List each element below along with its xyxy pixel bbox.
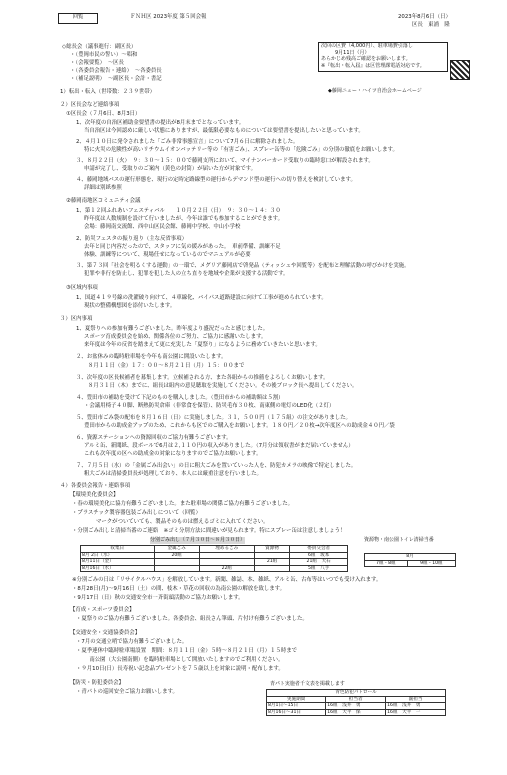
- table-row: [267, 709, 446, 716]
- intro-item: ・（補足説明） 〜副区長・会計・書記: [70, 76, 162, 82]
- traffic-item: ・夏季連休中臨時駐車場設置 期間：８月１１日（金）５時〜８月２１日（月）１５時まで: [76, 648, 298, 654]
- table-title-row: [267, 690, 446, 697]
- s3-item: ５、豊田市ごみ袋の配布を８月１６日（日）に実施しました。３１，５００円（１７５組）の注文がありました。: [76, 415, 351, 421]
- env-item: マークがついていても、製品そのものは燃えるゴミに入れてください。: [96, 519, 269, 525]
- section-2-heading: ２）区長会など連絡事項: [60, 102, 120, 108]
- intro-item: ・（各委員会報告・連絡） 〜各委員長: [70, 68, 162, 74]
- s2-item2: 1、第１２回ふれあいフェスティバル １０月２２日（日） ９：３０〜１４：３０: [76, 208, 281, 214]
- table-cell: 8月1日〜15日: [267, 703, 326, 710]
- meeting-heading: ◇総長会（議事進行：副区長）: [62, 44, 137, 50]
- env-item: ・プラスチック製容器包装ごみ出しについて（回覧）: [72, 510, 201, 516]
- section-4-heading: ４）各委員会報告・連絡事項: [60, 483, 131, 489]
- s2-item2: ３、第７３回「社会を明るくする運動」の一環で、メグリア藤岡店で啓発品（ティッシュや回覧等）を配布と理解活動の呼びかけを実施。: [76, 263, 410, 269]
- table-cell: 16組 大平 保: [326, 709, 386, 716]
- table-row: [81, 552, 348, 559]
- s3-item: 来年度は今年の反省を踏まえて更に充実した「夏祭り」になるように務めていきたいと思います。: [84, 342, 321, 348]
- s3-item: ・会議用椅子４０脚、断熱防災倉庫（非常食を保管）、防災毛布３０枚、南東側の電灯のLED化（２灯）: [84, 403, 335, 409]
- table-row: [81, 565, 348, 572]
- table-cell: 6組 坂本: [290, 552, 348, 559]
- table-cell: 8月16日〜31日: [267, 709, 326, 716]
- issue-date: 2023年8月6日（日）: [398, 14, 451, 20]
- s3-item: ４、豊田市の補助を受けて下記のものを購入しました。（豊田市からの補助額は５割）: [76, 395, 284, 401]
- table-cell: [199, 559, 254, 566]
- s2-item2: 去年と同じ内容だったので、スタッフに気の緩みがあった。 車前準備、訓練不足: [84, 244, 281, 250]
- table-header-row: [81, 546, 348, 553]
- traffic-item: ・7月の交通立哨で協力有難うございました。: [76, 639, 188, 645]
- s3-item: 豊田市からの助成金アップのため、これからも区でのご購入をお願いします。１８０円／２０枚→次年度区への助成金４０円／袋: [84, 423, 395, 429]
- table-cell: 16組 大平 一: [386, 709, 446, 716]
- patrol-table: [266, 689, 446, 716]
- s2-item: 特に火災の危険性が高いリチウムイオンバッテリー等の「有害ごみ」、スプレー缶等の「危険ごみ」の分別の徹底をお願いします。: [84, 147, 398, 153]
- table-cell: 21組 大石: [290, 559, 348, 566]
- s2-item: 詳細は別紙参照: [84, 185, 122, 191]
- table-row: [267, 703, 446, 710]
- s2-item2: 犯罪や非行を防止し、犯罪を犯した人の立ち直りを地域や企業が支援する活動です。: [84, 271, 289, 277]
- table-header-cell: 副担当: [386, 696, 446, 703]
- env-note: ・8月28日(月)〜9月16日（土）の間、枝木・草花の回収の為南公園の解放を致します。: [72, 586, 286, 592]
- table-title-cell: 青色防犯パトロール: [267, 690, 446, 697]
- s2-item2: 昨年度は人数規制を設けて行いましたが、今年は誰でも参加することができます。: [84, 216, 284, 222]
- section-3-heading: ３）区内事項: [60, 316, 93, 322]
- s2-item: ３、８月２２日（火） ９：３０〜１５：００で藤岡支所において、マイナンバーカード受取りの臨時窓口が解設されます。: [76, 158, 374, 164]
- section-2-sub-1: ①区長会（７月6日、8月3日）: [66, 111, 141, 117]
- env-item: ・分別ごみ出しと清掃当番のご連絡 ※ゴミ分別方法に間違いが見られます。特にスプレー缶は注意しましょう！: [72, 528, 346, 534]
- qr-code: [450, 60, 470, 80]
- traffic-item: 南公園（大公園南側）を臨時駐車場として開放いたしますのでご利用ください。: [84, 657, 284, 663]
- table-cell: [154, 559, 199, 566]
- patrol-caption: 青パト実施者千文表を掲載します: [270, 681, 345, 687]
- traffic-committee-title: 【交通安全・交通協委員会】: [70, 630, 141, 636]
- env-schedule-table: [80, 545, 348, 572]
- homepage-note: ◆藤岡ニュー・ハイツ自治会ホームページ: [328, 88, 422, 94]
- table-header-cell: 担当者: [326, 696, 386, 703]
- section-1-heading: 1）転出・転入（世帯数：２３９世帯）: [60, 89, 156, 95]
- notice-line-3: あらかじめ残高ご確認をお願いします。: [321, 56, 411, 63]
- table-cell: 16組 浅井 勇: [386, 703, 446, 710]
- crime-committee-title: 【防災・防犯委員会】: [70, 680, 124, 686]
- table-cell: [254, 565, 290, 572]
- crime-item: ・青パトの巡回安全ご協力お願いします。: [76, 689, 178, 695]
- table-cell: [199, 552, 254, 559]
- table-header-cell: 委員交会者: [290, 546, 348, 553]
- s3-item: 粗大ごみは清掃委員長が処理しており、本人には厳重注意を行いました。: [84, 471, 262, 477]
- s2-item: 2、４月１０日に発令されました「ごみ非常事態宣言」について7月６日に解除されました。: [76, 139, 299, 145]
- table-cell: 8月16日（水）: [81, 565, 155, 572]
- table-header-cell: 8月: [365, 554, 456, 561]
- table-cell: 7組・8組: [365, 560, 408, 567]
- s2-item: 申請が完了し、受取りのご案内（黄色の封筒）が届いた方が対象です。: [84, 166, 257, 172]
- s2-item: ４、藤岡地域バスの運行形態を、現行の定時定路線型の運行からデマンド型の運行への切り替えを検討しています。: [76, 177, 356, 183]
- notice-line-2: 9月11日（月）: [335, 49, 370, 56]
- table-cell: 8月11日（金）: [81, 559, 155, 566]
- s3-item: ２、お盆休みの臨時駐車場を今年も南公園に開設いたします。: [76, 354, 227, 360]
- s2-item2: 会場：藤岡南交流館、西中山区民会館、藤岡中学校、中山小学校: [84, 224, 241, 230]
- sports-item: ・夏祭りのご協力有難うございました。各委員会、組長さん筆頭、片付け有難うございました。: [76, 616, 308, 622]
- s2-item3: 現状の整備構想図を添付いたします。: [84, 303, 176, 309]
- notice-line-4: ※『転出・転入届』は区管理課電話対応です。: [321, 62, 425, 69]
- s2-item: 当自治区は今回認めに厳しい状態にありますが、最低限必要なものについては要望書を提出したいと思っています。: [84, 128, 364, 134]
- s2-item: 1、次年度の自治区補助金要望書の提出が8月末までとなっています。: [76, 120, 245, 126]
- table-cell: [254, 552, 290, 559]
- s3-item: スポーツ育成委員会を始め、関係各位のご努力、ご協力に感謝いたします。: [84, 334, 267, 340]
- env-table-caption: 分別ごみ出し（７月３０日〜８月３０日）: [150, 537, 246, 543]
- s3-item: アルミ缶、新聞紙、段ボールで6月は２,１１０円の収入がありました。（7月分は領収書がまだ届いていません）: [84, 443, 354, 449]
- cleaning-duty-caption: 資源物・南公園トイレ清掃当番: [364, 537, 434, 543]
- page-title: ＦＮＨ区 2023年度 第５回会報: [130, 14, 207, 20]
- s3-item: 1、夏祭りへの参加有難うございました。昨年度より盛況だったと感じました。: [76, 326, 269, 332]
- s3-item: ８月３１日（木）までに、組長は組内の意見聴取を実施してください。その後ブロック長へ提出してください。: [88, 383, 358, 389]
- notice-line-1: 次回の区費（4,000円）、駐車場費引落し: [321, 43, 413, 49]
- s3-item: ７、７月５日（水）の「金属ごみ出会い」の日に粗大ごみを置いていった人を、防犯カメラの映像で特定しました。: [76, 463, 357, 469]
- table-header-cell: 埋めるごみ: [199, 546, 254, 553]
- section-2-sub-3: ③区域内事項: [66, 285, 98, 291]
- table-cell: [154, 565, 199, 572]
- table-header-cell: 資源物: [254, 546, 290, 553]
- env-note: ・9月17日（日）秋の交通安全市一斉街頭活動のご協力お願いします。: [72, 595, 244, 601]
- table-header-row: [365, 554, 456, 561]
- table-cell: 20組: [154, 552, 199, 559]
- table-cell: 16組 浅井 勇: [326, 703, 386, 710]
- table-row: [81, 559, 348, 566]
- table-cell: 22組: [199, 565, 254, 572]
- table-cell: 5組 八手: [290, 565, 348, 572]
- section-2-sub-2: ②藤岡南地区コミュニティ会議: [66, 198, 141, 204]
- s2-item3: 1、国道４１９号線の洗濯破り向けて、４車線化、バイパス道路建設に向けて工事が進められています。: [76, 295, 327, 301]
- table-header-cell: 収集日: [81, 546, 155, 553]
- s3-item: ６、資源ステーションへの資源回収のご協力有難うございます。: [76, 435, 232, 441]
- table-header-cell: 金属ごみ: [154, 546, 199, 553]
- env-committee-title: 【環境美化委員会】: [70, 492, 119, 498]
- table-cell: 21組: [254, 559, 290, 566]
- author: 区長 東浦 隆: [412, 22, 450, 28]
- intro-item: ・（会報要覧） 〜区長: [70, 60, 124, 66]
- table-cell: 9組・10組: [407, 560, 455, 567]
- sports-committee-title: 【育成・スポーツ委員会】: [70, 607, 135, 613]
- s3-item: ８月１１日（金）１７：００〜８月２１日（月）１５：００まで: [88, 363, 245, 369]
- intro-item: ・（豊岡市民の誓い）〜唱和: [70, 52, 138, 58]
- s2-item2: 体験、訓練等について、現場任せになっているのでマニュアルが必要: [84, 252, 251, 258]
- s2-item2: 2、防災フェスタの振り返り（主な反省事項）: [76, 236, 187, 242]
- circulation-tag: 回覧: [58, 13, 98, 24]
- traffic-item: ・９月10日(日）長寿祝い記念品プレゼントを７５歳以上を対象に説明・配布します。: [76, 666, 284, 672]
- table-header-row: [267, 696, 446, 703]
- s3-item: これも次年度の区への助成金の対象になりますのでご協力お願いします。: [84, 451, 262, 457]
- cleaning-duty-table: [364, 553, 456, 567]
- table-cell: 8月 2日（水）: [81, 552, 155, 559]
- env-item: ・春の環境美化に協力有難うございました。また駐車場の関係ご協力有難うございました。: [72, 501, 294, 507]
- table-row: [365, 560, 456, 567]
- s3-item: ３、次年度の区長候補者を募集します。立候補される方、また各組からの推薦をよろしくお願いします。: [76, 375, 329, 381]
- notice-box: [318, 42, 448, 72]
- table-header-cell: 実施期間: [267, 696, 326, 703]
- env-note: ※分別ごみの日は「リサイクルハウス」を解放しています。新聞、雑誌、本、雑紙、アルミ缶、古布等はいつでも受け入れます。: [72, 577, 382, 583]
